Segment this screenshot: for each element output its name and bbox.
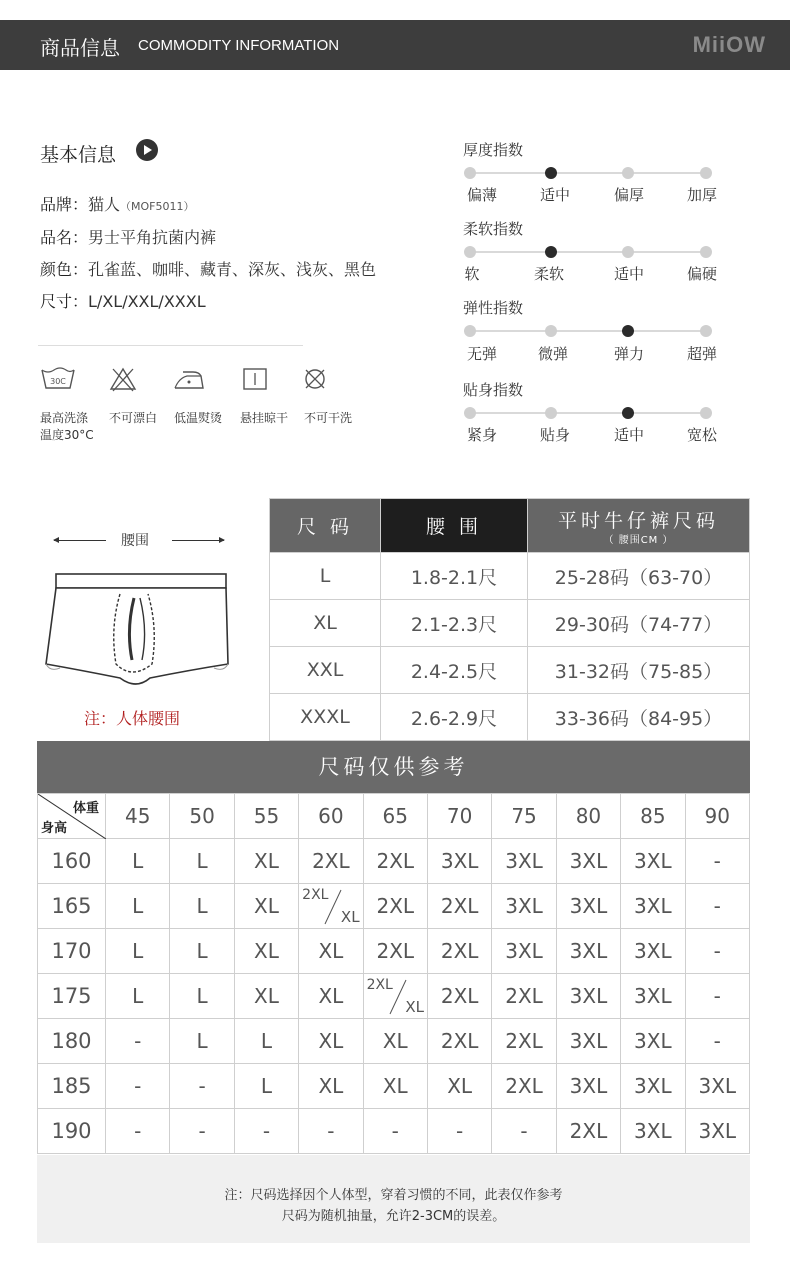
grid-weight-header: 80 xyxy=(556,794,620,839)
grid-cell: L xyxy=(106,839,170,884)
index-dot xyxy=(464,167,476,179)
info-row-size: 尺寸：L/XL/XXL/XXXL xyxy=(40,292,206,311)
grid-cell: 3XL xyxy=(685,1109,749,1154)
grid-cell: 3XL xyxy=(492,929,556,974)
grid-cell: 2XL xyxy=(427,1019,491,1064)
table-row: XXXL 2.6-2.9尺 33-36码（84-95） xyxy=(270,694,750,741)
index-dot-selected xyxy=(545,167,557,179)
grid-cell: 2XL xyxy=(363,884,427,929)
waist-note: 注：人体腰围 xyxy=(84,709,181,728)
size-table xyxy=(269,498,750,741)
grid-cell: - xyxy=(685,929,749,974)
grid-corner: 体重 身高 xyxy=(38,794,106,839)
grid-height-header: 185 xyxy=(38,1064,106,1109)
grid-cell: 3XL xyxy=(621,1109,685,1154)
grid-cell: 3XL xyxy=(492,884,556,929)
grid-cell: 3XL xyxy=(621,1064,685,1109)
grid-cell: 3XL xyxy=(556,929,620,974)
grid-cell: 2XL xyxy=(299,839,363,884)
grid-cell: L xyxy=(170,1019,234,1064)
size-header-waist: 腰 围 xyxy=(381,499,528,553)
table-row xyxy=(38,884,750,929)
grid-cell: XL xyxy=(299,929,363,974)
grid-cell: 2XL XL xyxy=(299,884,363,929)
grid-cell: - xyxy=(685,1019,749,1064)
table-row xyxy=(38,839,750,884)
reference-banner: 尺码仅供参考 xyxy=(37,741,750,793)
grid-cell: 3XL xyxy=(556,839,620,884)
grid-cell: XL xyxy=(299,1064,363,1109)
grid-cell: - xyxy=(106,1109,170,1154)
footer-line-2: 尺码为随机抽量，允许2-3CM的误差。 xyxy=(281,1209,506,1224)
grid-cell: - xyxy=(106,1019,170,1064)
grid-cell: XL xyxy=(363,1064,427,1109)
grid-cell: 3XL xyxy=(556,884,620,929)
table-row xyxy=(38,929,750,974)
grid-header-row xyxy=(38,794,750,839)
grid-cell: 3XL xyxy=(621,1019,685,1064)
grid-cell: L xyxy=(170,884,234,929)
grid-weight-header: 65 xyxy=(363,794,427,839)
size-header-jeans: 平时牛仔裤尺码 （ 腰围CM ） xyxy=(528,499,750,553)
table-row xyxy=(38,1109,750,1154)
grid-cell: - xyxy=(170,1109,234,1154)
grid-cell: - xyxy=(170,1064,234,1109)
grid-cell: 2XL xyxy=(492,974,556,1019)
brand-logo: MiiOW xyxy=(692,32,766,57)
grid-weight-header: 55 xyxy=(234,794,298,839)
grid-cell: 3XL xyxy=(621,884,685,929)
grid-cell: 3XL xyxy=(621,839,685,884)
divider xyxy=(38,345,303,346)
play-icon xyxy=(136,139,158,161)
grid-weight-header: 60 xyxy=(299,794,363,839)
grid-cell: L xyxy=(170,974,234,1019)
grid-cell: - xyxy=(299,1109,363,1154)
care-label-bleach: 不可漂白 xyxy=(109,411,158,425)
grid-cell: - xyxy=(427,1109,491,1154)
table-row xyxy=(38,1064,750,1109)
wash-30-icon xyxy=(28,366,88,394)
grid-cell: L xyxy=(170,929,234,974)
grid-weight-header: 75 xyxy=(492,794,556,839)
grid-cell: 2XL xyxy=(363,929,427,974)
grid-cell: - xyxy=(492,1109,556,1154)
grid-cell: XL xyxy=(363,1019,427,1064)
grid-cell: 2XL xyxy=(363,839,427,884)
grid-cell: XL xyxy=(234,839,298,884)
grid-height-header: 160 xyxy=(38,839,106,884)
care-label-dryclean: 不可干洗 xyxy=(304,411,353,425)
grid-cell: XL xyxy=(299,974,363,1019)
grid-cell: 2XL xyxy=(492,1064,556,1109)
grid-cell: - xyxy=(234,1109,298,1154)
header-bar xyxy=(0,20,790,70)
grid-cell: 3XL xyxy=(621,974,685,1019)
footer-note xyxy=(37,1155,750,1243)
no-bleach-icon xyxy=(93,366,153,394)
grid-cell: 3XL xyxy=(556,974,620,1019)
grid-cell: L xyxy=(106,974,170,1019)
basic-info-title: 基本信息 xyxy=(40,144,117,166)
grid-cell: 3XL xyxy=(427,839,491,884)
no-dry-clean-icon xyxy=(285,366,345,394)
grid-cell: 2XL xyxy=(427,929,491,974)
arrow-right-icon xyxy=(172,540,224,541)
grid-height-header: 190 xyxy=(38,1109,106,1154)
grid-cell: 3XL xyxy=(492,839,556,884)
arrow-left-icon xyxy=(54,540,106,541)
footer-line-1: 注：尺码选择因个人体型，穿着习惯的不同，此表仅作参考 xyxy=(224,1188,563,1203)
low-iron-icon xyxy=(159,366,219,394)
grid-cell: L xyxy=(234,1064,298,1109)
waist-label: 腰围 xyxy=(121,533,149,549)
reference-grid xyxy=(37,793,750,1154)
grid-cell: L xyxy=(234,1019,298,1064)
grid-weight-header: 50 xyxy=(170,794,234,839)
grid-cell: 3XL xyxy=(685,1064,749,1109)
grid-cell: - xyxy=(685,839,749,884)
grid-weight-header: 70 xyxy=(427,794,491,839)
info-row-color: 颜色：孔雀蓝、咖啡、藏青、深灰、浅灰、黑色 xyxy=(40,260,377,279)
table-row xyxy=(38,1019,750,1064)
header-title-cn: 商品信息 xyxy=(40,36,120,60)
care-label-wash: 最高洗涤 温度30°C xyxy=(40,411,94,442)
care-label-iron: 低温熨烫 xyxy=(174,411,223,425)
svg-text:30C: 30C xyxy=(50,377,66,386)
grid-cell: XL xyxy=(299,1019,363,1064)
grid-cell: L xyxy=(106,884,170,929)
grid-height-header: 175 xyxy=(38,974,106,1019)
grid-cell: - xyxy=(363,1109,427,1154)
grid-height-header: 165 xyxy=(38,884,106,929)
grid-cell: 2XL xyxy=(556,1109,620,1154)
grid-weight-header: 85 xyxy=(621,794,685,839)
grid-cell: L xyxy=(170,839,234,884)
info-row-brand: 品牌：猫人（MOF5011） xyxy=(40,195,195,214)
hang-dry-icon xyxy=(225,366,285,394)
grid-cell: - xyxy=(685,884,749,929)
grid-cell: 2XL xyxy=(427,884,491,929)
grid-cell: - xyxy=(106,1064,170,1109)
grid-cell: 2XL xyxy=(427,974,491,1019)
grid-cell: 3XL xyxy=(556,1064,620,1109)
grid-height-header: 180 xyxy=(38,1019,106,1064)
info-row-name: 品名：男士平角抗菌内裤 xyxy=(40,228,217,247)
grid-cell: XL xyxy=(234,884,298,929)
size-header-size: 尺 码 xyxy=(270,499,381,553)
grid-cell: 3XL xyxy=(556,1019,620,1064)
grid-cell: 2XL XL xyxy=(363,974,427,1019)
table-row: L 1.8-2.1尺 25-28码（63-70） xyxy=(270,553,750,600)
header-title-en: COMMODITY INFORMATION xyxy=(138,37,340,54)
care-label-dry: 悬挂晾干 xyxy=(240,411,289,425)
table-row xyxy=(38,974,750,1019)
grid-cell: XL xyxy=(234,974,298,1019)
table-row: XL 2.1-2.3尺 29-30码（74-77） xyxy=(270,600,750,647)
grid-cell: L xyxy=(106,929,170,974)
grid-height-header: 170 xyxy=(38,929,106,974)
grid-cell: XL xyxy=(427,1064,491,1109)
underwear-diagram xyxy=(40,568,236,696)
grid-cell: - xyxy=(685,974,749,1019)
grid-cell: XL xyxy=(234,929,298,974)
grid-weight-header: 90 xyxy=(685,794,749,839)
grid-cell: 2XL xyxy=(492,1019,556,1064)
index-dot xyxy=(700,167,712,179)
grid-weight-header: 45 xyxy=(106,794,170,839)
grid-cell: 3XL xyxy=(621,929,685,974)
index-dot xyxy=(622,167,634,179)
table-row: XXL 2.4-2.5尺 31-32码（75-85） xyxy=(270,647,750,694)
